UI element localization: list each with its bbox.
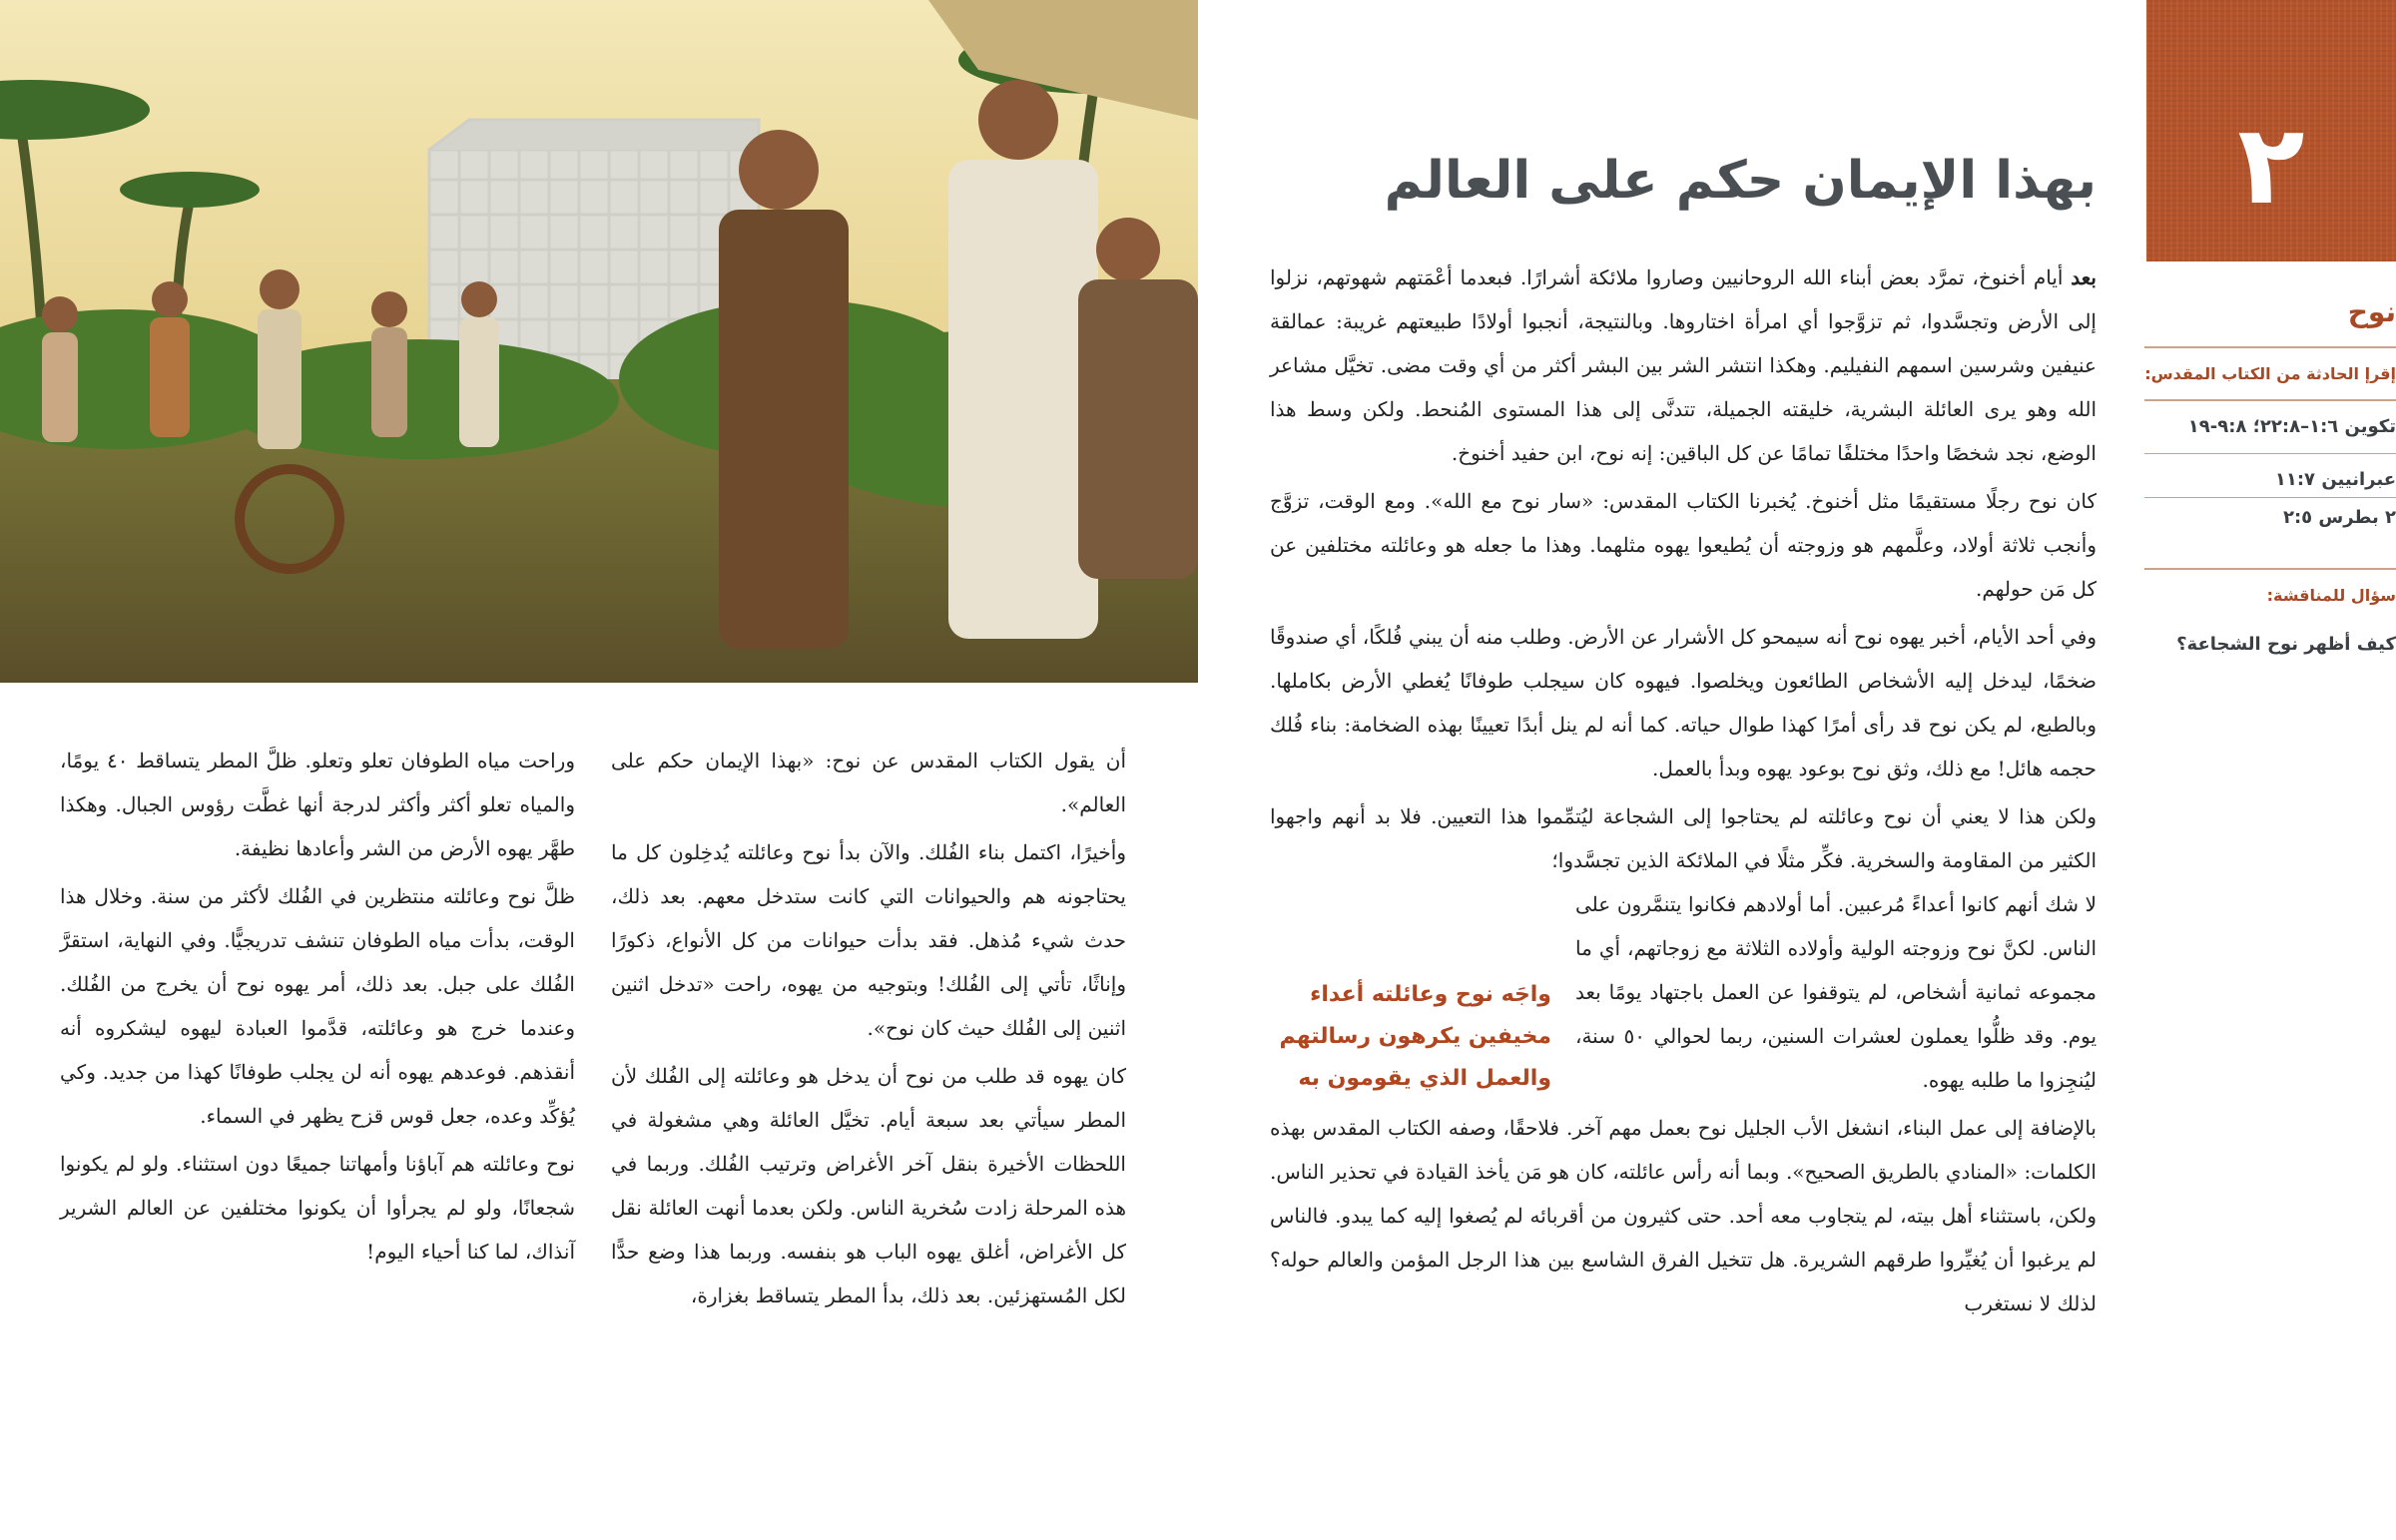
paragraph: بالإضافة إلى عمل البناء، انشغل الأب الجليل نوح بعمل مهم آخر. فلاحقًا، وصفه الكتاب المقدس بهذه الكلمات: «المنادي بالطريق الصحيح». وبما أنه رأس عائلته، كان هو مَن يأخذ القيادة في تحذير الناس. ولكن، باستثناء أهل بيته، لم يتجاوب معه أحد. حتى كثيرون من أقربائه لم يُصغوا إليه كما يبدو. فالناس لم يرغبوا أن يُغيِّروا طرقهم الشريرة. هل تتخيل الفرق الشاسع بين هذا الرجل المؤمن والعالم حوله؟ لذلك لا نستغرب [1270, 1116, 2096, 1315]
chapter-tab [2146, 0, 2396, 261]
paragraph: ظلَّ نوح وعائلته منتظرين في الفُلك لأكثر من سنة. وخلال هذا الوقت، بدأت مياه الطوفان تنشف تدريجيًّا. وفي النهاية، استقرَّ الفُلك على جبل. بعد ذلك، أمر يهوه نوح أن يخرج من الفُلك. وعندما خرج هو وعائلته، قدَّموا العبادة ليهوه ليشكروه أنه أنقذهم. فوعدهم يهوه أنه لن يجلب طوفانًا كهذا من جديد. وكي يُؤكِّد وعده، جعل قوس قزح يظهر في السماء. [60, 884, 575, 1128]
paragraph: وراحت مياه الطوفان تعلو وتعلو. ظلَّ المطر يتساقط ٤٠ يومًا، والمياه تعلو أكثر وأكثر لدرجة أنها غطَّت رؤوس الجبال. وهكذا طهَّر يهوه الأرض من الشر وأعادها نظيفة. [60, 749, 575, 860]
paragraph: أن يقول الكتاب المقدس عن نوح: «بهذا الإيمان حكم على العالم». [611, 749, 1126, 816]
illustration-svg [0, 0, 1198, 683]
paragraph: وأخيرًا، اكتمل بناء الفُلك. والآن بدأ نوح وعائلته يُدخِلون كل ما يحتاجونه هم والحيوانات التي كانت ستدخل معهم. بعد ذلك، حدث شيء مُذهل. فقد بدأت حيوانات من كل الأنواع، ذكورًا وإناثًا، تأتي إلى الفُلك! وبتوجيه من يهوه، راحت «تدخل اثنين اثنين إلى الفُلك حيث كان نوح». [611, 840, 1126, 1040]
text-column-left [60, 739, 575, 1278]
chapter-number: ٢ [2237, 101, 2305, 229]
text-column-right [1270, 256, 2096, 1329]
pull-quote: واجَه نوح وعائلته أعداء مخيفين يكرهون رسالتهم والعمل الذي يقومون به [1279, 982, 1551, 1091]
pull-quote-wrap [1270, 882, 2096, 1106]
paragraph-text: أيام أخنوخ، تمرَّد بعض أبناء الله الروحانيين وصاروا ملائكة أشرارًا. فبعدما أعْمَتهم شهوتهم، نزلوا إلى الأرض وتجسَّدوا، ثم تزوَّجوا أي امرأة اختاروها. وبالنتيجة، أنجبوا أولادًا طبيعتهم غريبة: عمالقة عنيفين وشرسين اسمهم النفيليم. وهكذا انتشر الشر بين البشر أكثر من أي وقت مضى. تخيَّل مشاعر الله وهو يرى العائلة البشرية، خليقته الجميلة، تتدنَّى إلى هذا المستوى المُنحط. ولكن وسط هذا الوضع، نجد شخصًا واحدًا مختلفًا تمامًا عن كل الباقين: إنه نوح، ابن حفيد أخنوخ. [1270, 265, 2096, 465]
sidebar [2144, 291, 2396, 669]
paragraph: كان يهوه قد طلب من نوح أن يدخل هو وعائلته إلى الفُلك لأن المطر سيأتي بعد سبعة أيام. تخيَّل العائلة وهي مشغولة في اللحظات الأخيرة بنقل آخر الأغراض وترتيب الفُلك. وربما في هذه المرحلة زادت سُخرية الناس. ولكن بعدما أنهت العائلة نقل كل الأغراض، أغلق يهوه الباب هو بنفسه. وربما هذا وضع حدًّا لكل المُستهزئين. بعد ذلك، بدأ المطر يتساقط بغزارة، [611, 1064, 1126, 1307]
illustration-noah-family [0, 0, 1198, 683]
paragraph: ولكن هذا لا يعني أن نوح وعائلته لم يحتاجوا إلى الشجاعة ليُتمِّموا هذا التعيين. فلا بد أنهم واجهوا الكثير من المقاومة والسخرية. فكِّر مثلًا في الملائكة الذين تجسَّدوا؛ [1270, 804, 2096, 872]
paragraph: نوح وعائلته هم آباؤنا وأمهاتنا جميعًا دون استثناء. ولو لم يكونوا شجعانًا، ولو لم يجرأوا أن يكونوا مختلفين عن العالم الشرير آنذاك، لما كنا أحياء اليوم! [60, 1152, 575, 1264]
drop-word: بعد [2071, 265, 2096, 289]
paragraph: وفي أحد الأيام، أخبر يهوه نوح أنه سيمحو كل الأشرار عن الأرض. وطلب منه أن يبني فُلكًا، أي صندوقًا ضخمًا، ليدخل إليه الأشخاص الطائعون ويخلصوا. فيهوه كان سيجلب طوفانًا يُغطي الأرض بكاملها. وبالطبع، لم يكن نوح قد رأى أمرًا كهذا طوال حياته. كما أنه لم ينل أبدًا تعيينًا بهذه الضخامة: بناء فُلك حجمه هائل! مع ذلك، وثق نوح بوعود يهوه وبدأ بالعمل. [1270, 625, 2096, 780]
page-title: بهذا الإيمان حكم على العالم [1384, 151, 2096, 211]
paragraph [1270, 256, 2096, 475]
sidebar-discussion-label: سؤال للمناقشة: [2266, 585, 2396, 605]
sidebar-reference: عبرانيين ١١:٧ [2274, 469, 2396, 491]
sidebar-question: كيف أظهر نوح الشجاعة؟ [2176, 633, 2396, 655]
paragraph: لا شك أنهم كانوا أعداءً مُرعبين. أما أولادهم فكانوا يتنمَّرون على الناس. لكنَّ نوح وزوجته الولية وأولاده الثلاثة مع زوجاتهم، أي ما مجموعه ثمانية أشخاص، لم يتوقفوا عن العمل باجتهاد يومًا بعد يوم. وقد ظلُّوا يعملون لعشرات السنين، ربما لحوالي ٥٠ سنة، ليُنجِزوا ما طلبه يهوه. [1575, 892, 2096, 1092]
sidebar-read-label: إقرإ الحادثة من الكتاب المقدس: [2144, 364, 2396, 383]
text-column-middle [611, 739, 1126, 1321]
paragraph: كان نوح رجلًا مستقيمًا مثل أخنوخ. يُخبرنا الكتاب المقدس: «سار نوح مع الله». ومع الوقت، تزوَّج وأنجب ثلاثة أولاد، وعلَّمهم هو وزوجته أن يُطيعوا يهوه مثلهما. وهذا ما جعله هو وعائلته مختلفين عن كل مَن حولهم. [1270, 489, 2097, 601]
sidebar-reference: ٢ بطرس ٢:٥ [2282, 506, 2396, 528]
sidebar-reference: تكوين ١:٦–٢٢:٨؛ ٩:٨-١٩ [2187, 415, 2396, 437]
sidebar-name: نوح [2347, 295, 2396, 328]
